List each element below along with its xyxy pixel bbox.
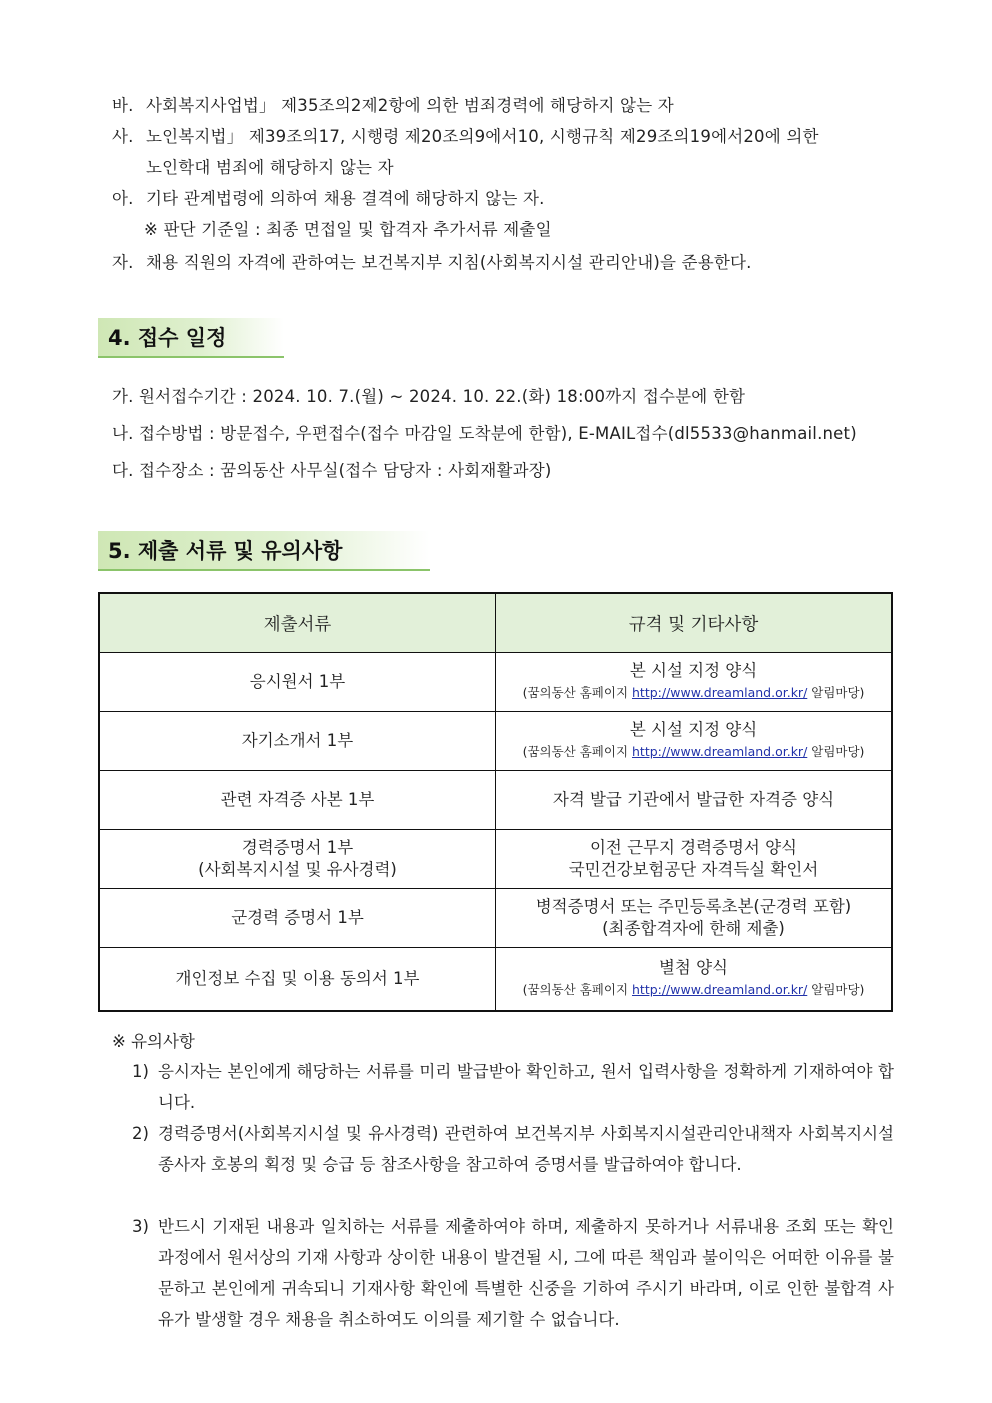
section-4-heading: 4. 접수 일정 <box>98 318 284 358</box>
caution-item <box>132 1118 894 1180</box>
homepage-link[interactable]: http://www.dreamland.or.kr/ <box>632 685 808 700</box>
caution-item <box>132 1211 894 1335</box>
spec-text: 국민건강보험공단 자격득실 확인서 <box>568 860 819 879</box>
spec-text: (최종합격자에 한해 제출) <box>602 919 785 938</box>
spec-text: 병적증명서 또는 주민등록초본(군경력 포함) <box>535 897 852 916</box>
caution-text: 경력증명서(사회복지시설 및 유사경력) 관련하여 보건복지부 사회복지시설관리안내책자 사회복지시설 종사자 호봉의 획정 및 승급 등 참조사항을 참고하여 증명서를 발급하여야 합니다. <box>158 1124 894 1174</box>
document-cell <box>99 771 496 830</box>
document-cell <box>99 653 496 712</box>
spec-cell <box>496 771 893 830</box>
table-row <box>99 653 892 712</box>
note-suffix: 알림마당) <box>807 744 865 759</box>
table-row <box>99 712 892 771</box>
table-row <box>99 889 892 948</box>
document-cell <box>99 948 496 1012</box>
spec-text: 본 시설 지정 양식 <box>629 720 758 739</box>
caution-title: ※ 유의사항 <box>112 1032 195 1051</box>
caution-text: 응시자는 본인에게 해당하는 서류를 미리 발급받아 확인하고, 원서 입력사항을 정확하게 기재하여야 합니다. <box>158 1062 894 1112</box>
eligibility-line <box>112 249 752 273</box>
eligibility-line <box>112 92 674 116</box>
line-text: 사회복지사업법」 제35조의2제2항에 의한 범죄경력에 해당하지 않는 자 <box>146 96 674 115</box>
header-specs: 규격 및 기타사항 <box>496 593 893 653</box>
caution-text: 반드시 기재된 내용과 일치하는 서류를 제출하여야 하며, 제출하지 못하거나 서류내용 조회 또는 확인과정에서 원서상의 기재 사항과 상이한 내용이 발견될 시, 그에 따른 책임과 불이익은 어떠한 이유를 불문하고 본인에게 귀속되니 기재사항 확인에 특별한 신중을 기하여 주시기 바라며, 이로 인한 불합격 사유가 발생할 경우 채용을 취소하여도 이의를 제기할 수 없습니다. <box>158 1217 894 1329</box>
eligibility-line <box>112 123 819 147</box>
table-row <box>99 771 892 830</box>
caution-number: 3) <box>132 1217 149 1236</box>
document-name: 응시원서 1부 <box>249 672 346 691</box>
caution-number: 1) <box>132 1062 149 1081</box>
schedule-line: 나. 접수방법 : 방문접수, 우편접수(접수 마감일 도착분에 한함), E-MAIL접수(dl5533@hanmail.net) <box>112 424 857 443</box>
note-suffix: 알림마당) <box>807 685 865 700</box>
document-detail: (사회복지시설 및 유사경력) <box>198 860 397 879</box>
line-marker: 사. <box>112 127 134 146</box>
eligibility-note <box>144 216 552 240</box>
note-prefix: (꿈의동산 홈페이지 <box>522 744 632 759</box>
line-marker: 자. <box>112 253 134 272</box>
line-marker: 바. <box>112 96 134 115</box>
eligibility-line <box>112 185 545 209</box>
homepage-note <box>500 682 887 704</box>
document-cell <box>99 712 496 771</box>
document-name: 경력증명서 1부 <box>241 838 354 857</box>
note-suffix: 알림마당) <box>807 982 865 997</box>
document-name: 자기소개서 1부 <box>241 731 354 750</box>
header-documents: 제출서류 <box>99 593 496 653</box>
spec-text: 이전 근무지 경력증명서 양식 <box>589 838 797 857</box>
line-text: 노인복지법」 제39조의17, 시행령 제20조의9에서10, 시행규칙 제29조의19에서20에 의한 <box>146 127 819 146</box>
section-5-heading: 5. 제출 서류 및 유의사항 <box>98 531 430 571</box>
spec-text: 본 시설 지정 양식 <box>629 661 758 680</box>
document-name: 관련 자격증 사본 1부 <box>220 790 375 809</box>
eligibility-line <box>146 154 394 178</box>
document-name: 군경력 증명서 1부 <box>231 908 364 927</box>
spec-cell <box>496 653 893 712</box>
caution-number: 2) <box>132 1124 149 1143</box>
spec-cell <box>496 889 893 948</box>
document-name: 개인정보 수집 및 이용 동의서 1부 <box>175 969 420 988</box>
spec-cell <box>496 830 893 889</box>
schedule-line: 다. 접수장소 : 꿈의동산 사무실(접수 담당자 : 사회재활과장) <box>112 461 552 480</box>
homepage-note <box>500 741 887 763</box>
line-marker: 아. <box>112 189 134 208</box>
document-cell <box>99 889 496 948</box>
homepage-link[interactable]: http://www.dreamland.or.kr/ <box>632 982 808 997</box>
spec-text: 자격 발급 기관에서 발급한 자격증 양식 <box>552 790 835 809</box>
documents-table <box>98 592 893 1012</box>
line-text: 기타 관계법령에 의하여 채용 결격에 해당하지 않는 자. <box>146 189 545 208</box>
spec-cell <box>496 712 893 771</box>
table-row <box>99 948 892 1012</box>
spec-text: 별첨 양식 <box>658 958 728 977</box>
homepage-note <box>500 979 887 1001</box>
table-header-row <box>99 593 892 653</box>
line-text: ※ 판단 기준일 : 최종 면접일 및 합격자 추가서류 제출일 <box>144 220 552 239</box>
line-text: 채용 직원의 자격에 관하여는 보건복지부 지침(사회복지시설 관리안내)을 준용한다. <box>146 253 752 272</box>
schedule-line: 가. 원서접수기간 : 2024. 10. 7.(월) ~ 2024. 10. 22.(화) 18:00까지 접수분에 한함 <box>112 387 746 406</box>
note-prefix: (꿈의동산 홈페이지 <box>522 685 632 700</box>
line-text: 노인학대 범죄에 해당하지 않는 자 <box>146 158 394 177</box>
note-prefix: (꿈의동산 홈페이지 <box>522 982 632 997</box>
document-cell <box>99 830 496 889</box>
table-row <box>99 830 892 889</box>
caution-item <box>132 1056 894 1118</box>
spec-cell <box>496 948 893 1012</box>
homepage-link[interactable]: http://www.dreamland.or.kr/ <box>632 744 808 759</box>
